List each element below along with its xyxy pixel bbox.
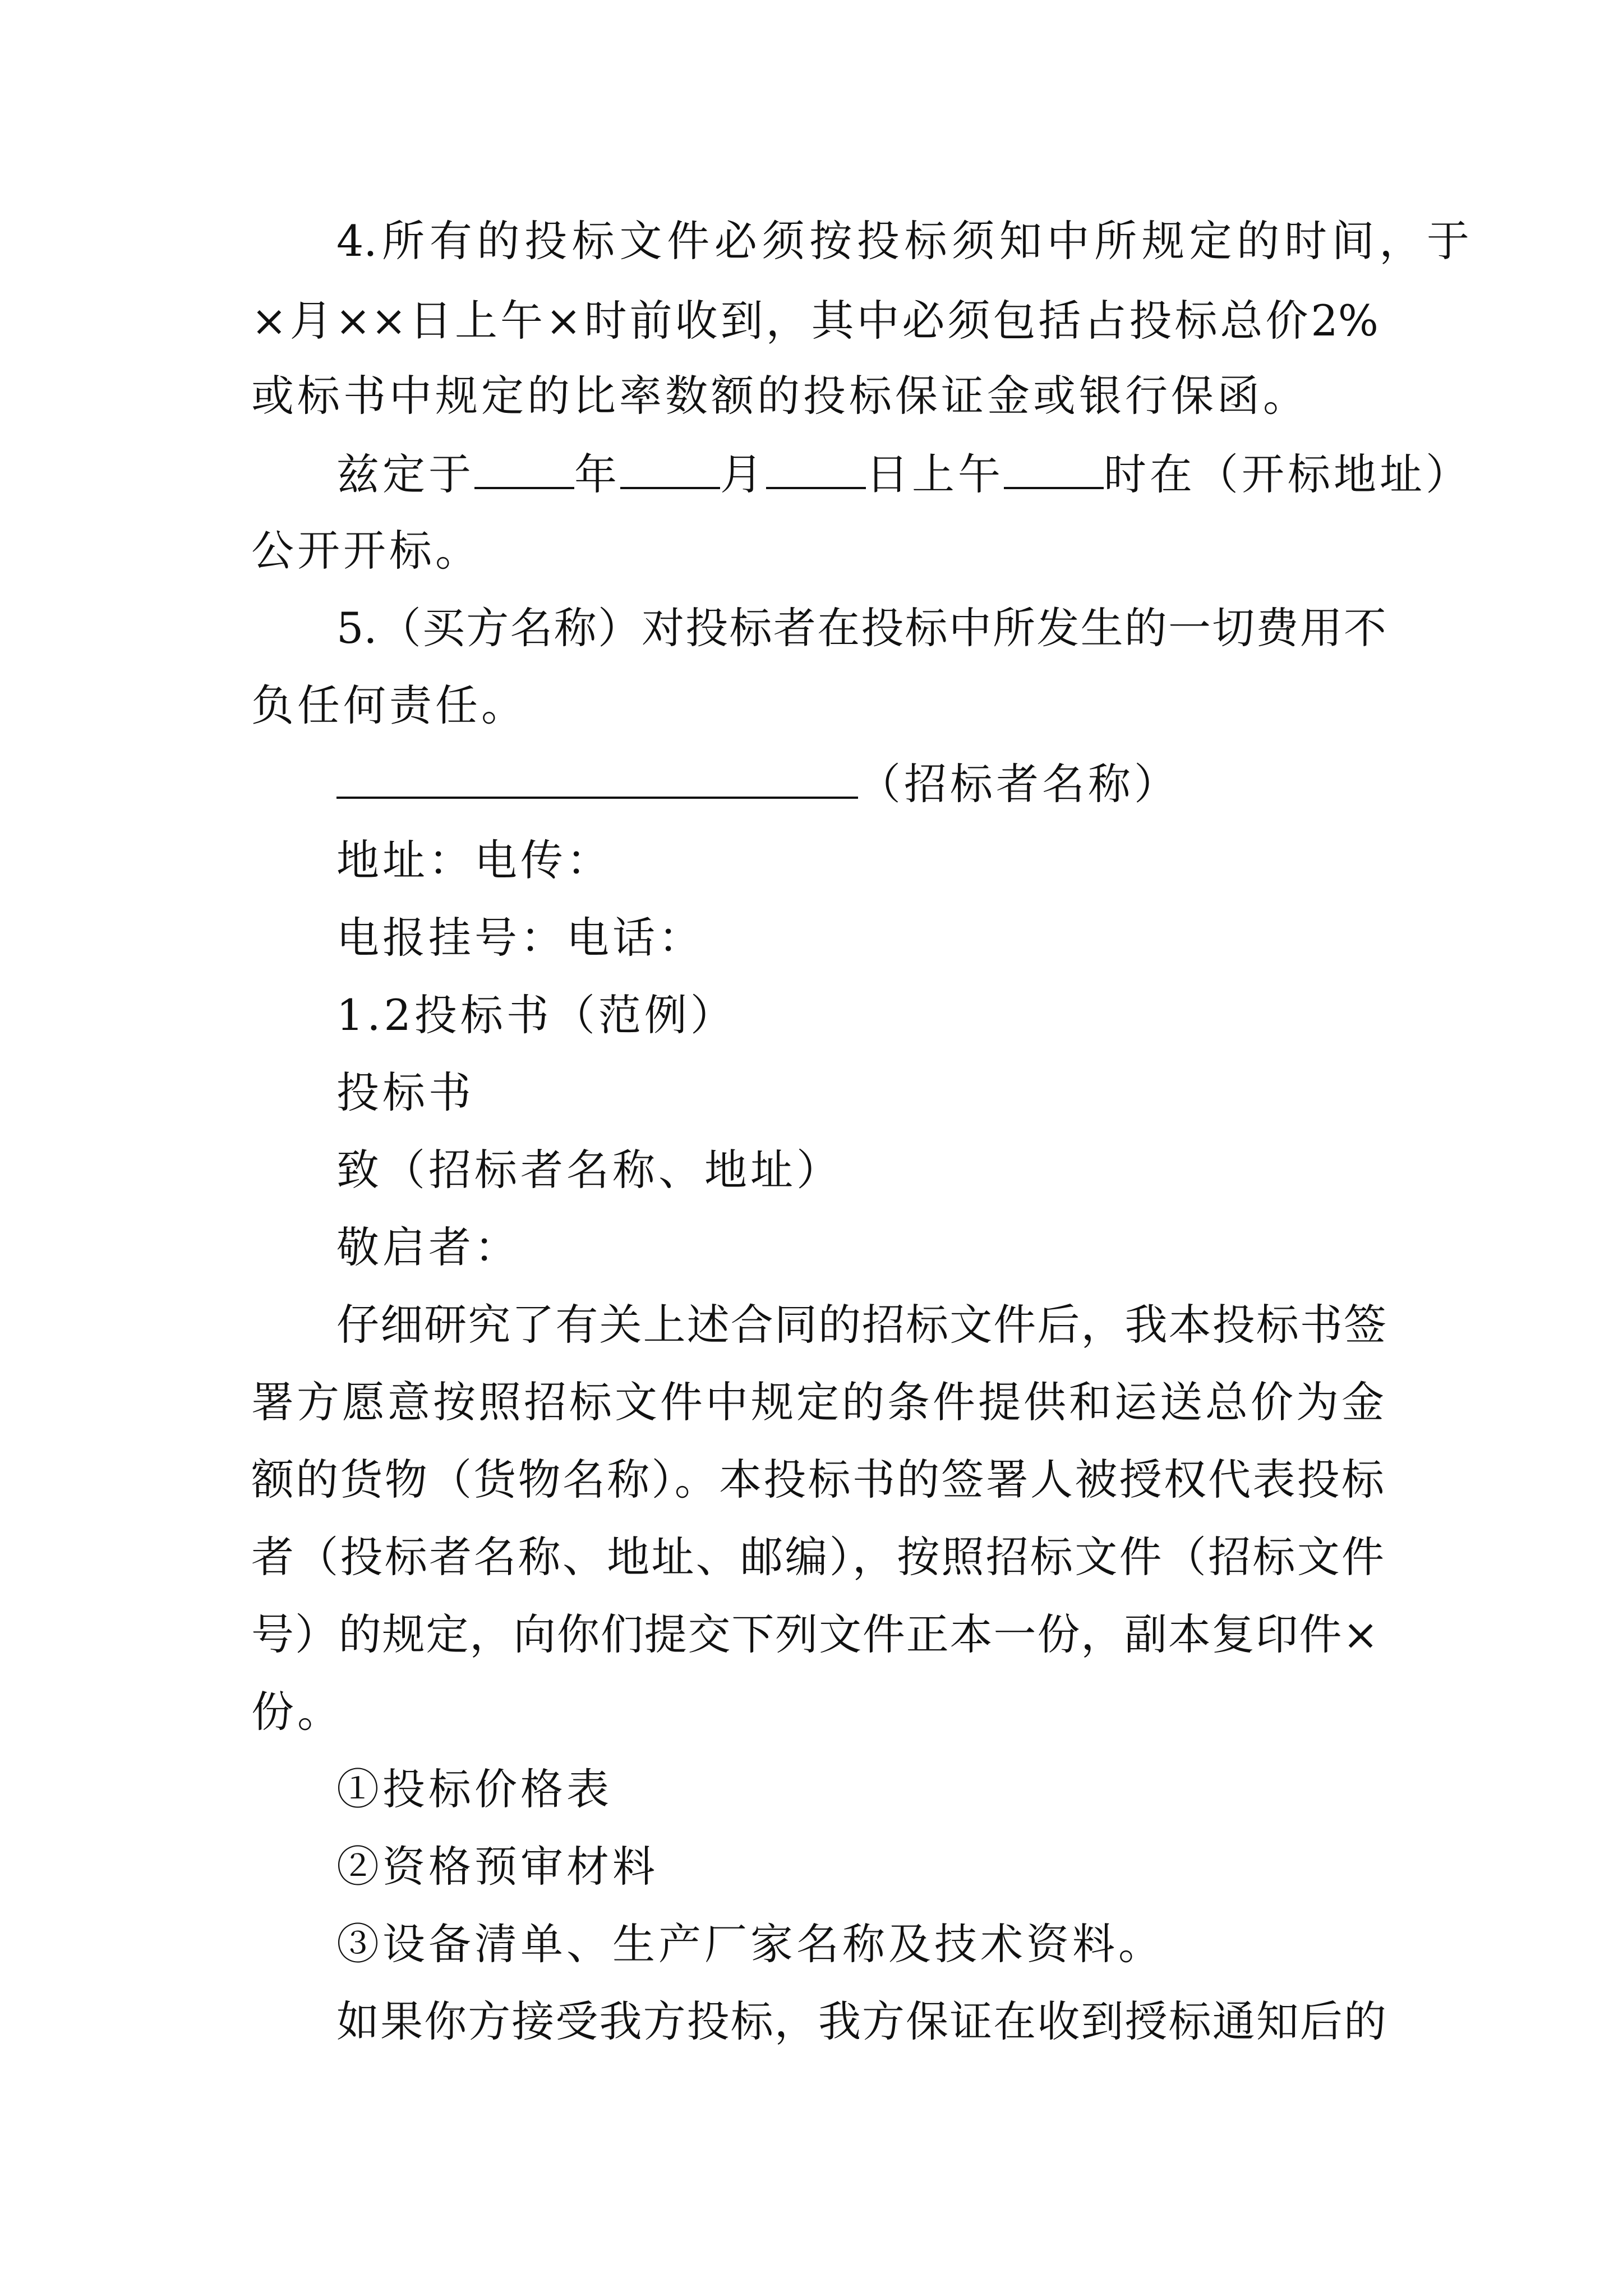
- schedule-at: 时在（开标地址）: [1104, 449, 1472, 499]
- day-blank: [766, 452, 866, 489]
- greeting-line: 敬启者：: [336, 1222, 520, 1272]
- signature-line: [336, 759, 1180, 809]
- opening-schedule-line: [336, 449, 1472, 499]
- schedule-month: 月: [720, 449, 766, 499]
- bid-letter-title: 投标书: [336, 1068, 474, 1117]
- schedule-year: 年: [574, 449, 620, 499]
- paragraph-5-line-2: 负任何责任。: [251, 680, 527, 730]
- month-blank: [620, 452, 720, 489]
- final-line: 如果你方接受我方投标，我方保证在收到授标通知后的: [336, 1996, 1386, 2046]
- body-line-1: 仔细研究了有关上述合同的招标文件后，我本投标书签: [336, 1300, 1386, 1350]
- item-prequalification: ②资格预审材料: [336, 1842, 658, 1892]
- section-heading: 1.2投标书（范例）: [336, 990, 736, 1040]
- tenderer-name-label: （招标者名称）: [858, 759, 1180, 809]
- hour-blank: [1004, 452, 1104, 489]
- cable-phone-line: 电报挂号：电话：: [336, 913, 704, 963]
- tenderer-name-blank: [336, 762, 858, 799]
- paragraph-5-line-1: 5.（买方名称）对投标者在投标中所发生的一切费用不: [336, 603, 1386, 653]
- address-telex-line: 地址：电传：: [336, 835, 612, 885]
- body-line-3: 额的货物（货物名称）。本投标书的签署人被授权代表投标: [251, 1455, 1384, 1504]
- schedule-day-morning: 日上午: [866, 449, 1004, 499]
- item-price-schedule: ①投标价格表: [336, 1764, 612, 1814]
- public-opening-line: 公开开标。: [251, 526, 481, 576]
- body-line-5: 号）的规定，向你们提交下列文件正本一份，副本复印件×: [251, 1609, 1378, 1659]
- schedule-prefix: 兹定于: [336, 449, 474, 499]
- body-line-2: 署方愿意按照招标文件中规定的条件提供和运送总价为金: [251, 1377, 1384, 1427]
- body-line-4: 者（投标者名称、地址、邮编），按照招标文件（招标文件: [251, 1532, 1384, 1582]
- paragraph-4-line-2: ×月××日上午×时前收到，其中必须包括占投标总价2%: [251, 296, 1378, 346]
- paragraph-4-line-1: 4.所有的投标文件必须按投标须知中所规定的时间，于: [336, 216, 1469, 266]
- item-equipment-list: ③设备清单、生产厂家名称及技术资料。: [336, 1919, 1164, 1969]
- body-line-6: 份。: [251, 1687, 343, 1737]
- year-blank: [474, 452, 574, 489]
- addressee-line: 致（招标者名称、地址）: [336, 1145, 842, 1195]
- paragraph-4-line-3: 或标书中规定的比率数额的投标保证金或银行保函。: [251, 371, 1309, 421]
